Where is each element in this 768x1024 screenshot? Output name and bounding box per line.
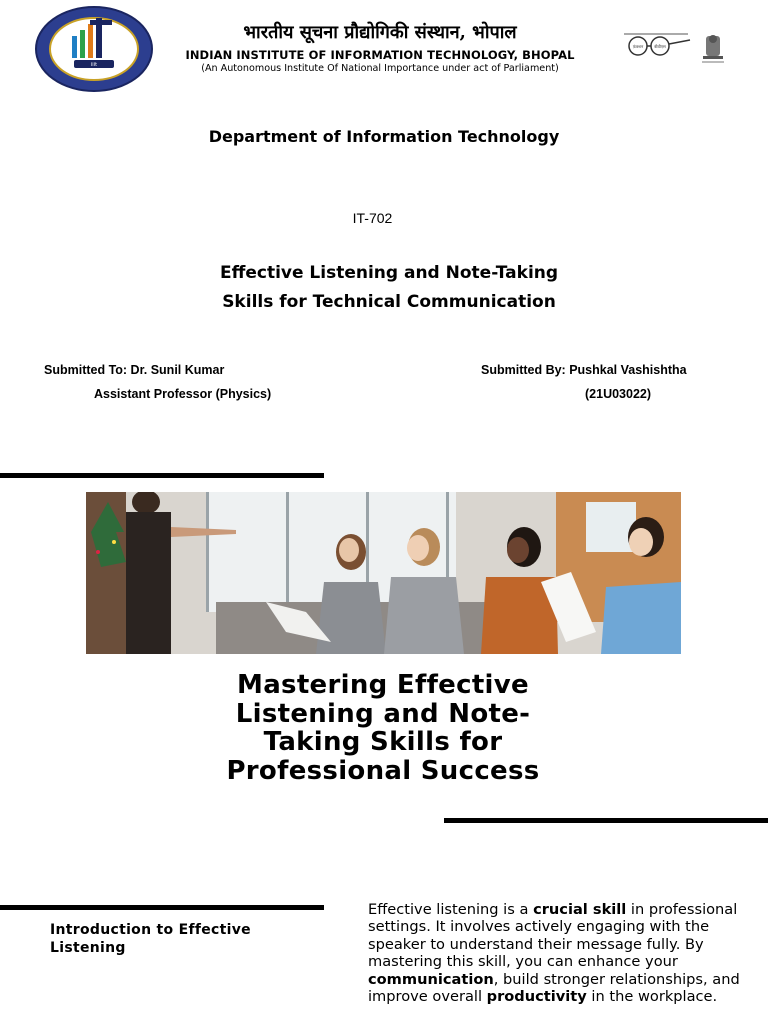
intro-text-4: in the workplace. (586, 988, 718, 1006)
intro-text-2: in professional settings. It involves actively engaging with the speaker to understand their message fully. By mastering this skill, you can enhance your (368, 901, 738, 971)
submitted-to: Submitted To: Dr. Sunil Kumar (44, 363, 225, 377)
department-name: Department of Information Technology (208, 127, 560, 146)
institute-subtitle: (An Autonomous Institute Of National Importance under act of Parliament) (201, 63, 559, 74)
main-title-line-2: Listening and Note- (235, 698, 531, 729)
divider-rule (444, 818, 768, 823)
submitted-by-id: (21U03022) (585, 387, 652, 401)
swachh-badge-right: बीवीएस (654, 44, 666, 49)
swachh-badge-left: फ़ंक्शन (632, 44, 644, 49)
ashoka-emblem-icon (702, 35, 724, 62)
report-topic-line-1: Effective Listening and Note-Taking (219, 263, 559, 283)
swachh-bharat-glasses-icon (624, 34, 690, 55)
divider-rule (0, 473, 324, 478)
government-logos (622, 30, 728, 66)
seal-letters: iiit (90, 62, 98, 68)
main-title-line-4: Professional Success (226, 755, 540, 786)
intro-bold-2: communication (368, 970, 494, 988)
intro-bold-3: productivity (486, 988, 587, 1006)
intro-heading: Introduction to Effective Listening (50, 922, 251, 956)
meeting-photo (86, 492, 681, 654)
main-title-line-3: Taking Skills for (263, 727, 503, 758)
main-title-line-1: Mastering Effective (237, 670, 529, 700)
institute-name: INDIAN INSTITUTE OF INFORMATION TECHNOLOGY, BHOPAL (185, 48, 575, 62)
intro-bold-1: crucial skill (533, 901, 627, 918)
intro-text-3: , build stronger relationships, and improve overall (368, 970, 740, 1006)
submitted-to-role: Assistant Professor (Physics) (94, 387, 272, 401)
divider-rule (0, 905, 324, 910)
intro-paragraph (368, 901, 758, 1005)
course-code: IT-702 (352, 210, 393, 226)
report-topic (0, 259, 768, 317)
institute-seal-logo (34, 6, 154, 92)
main-title (0, 671, 766, 785)
submitted-by: Submitted By: Pushkal Vashishtha (481, 363, 687, 377)
report-topic-line-2: Skills for Technical Communication (222, 292, 556, 312)
institute-hindi-name: भारतीय सूचना प्रौद्योगिकी संस्थान, भोपाल (243, 22, 517, 43)
intro-text-1: Effective listening is a (368, 901, 534, 918)
